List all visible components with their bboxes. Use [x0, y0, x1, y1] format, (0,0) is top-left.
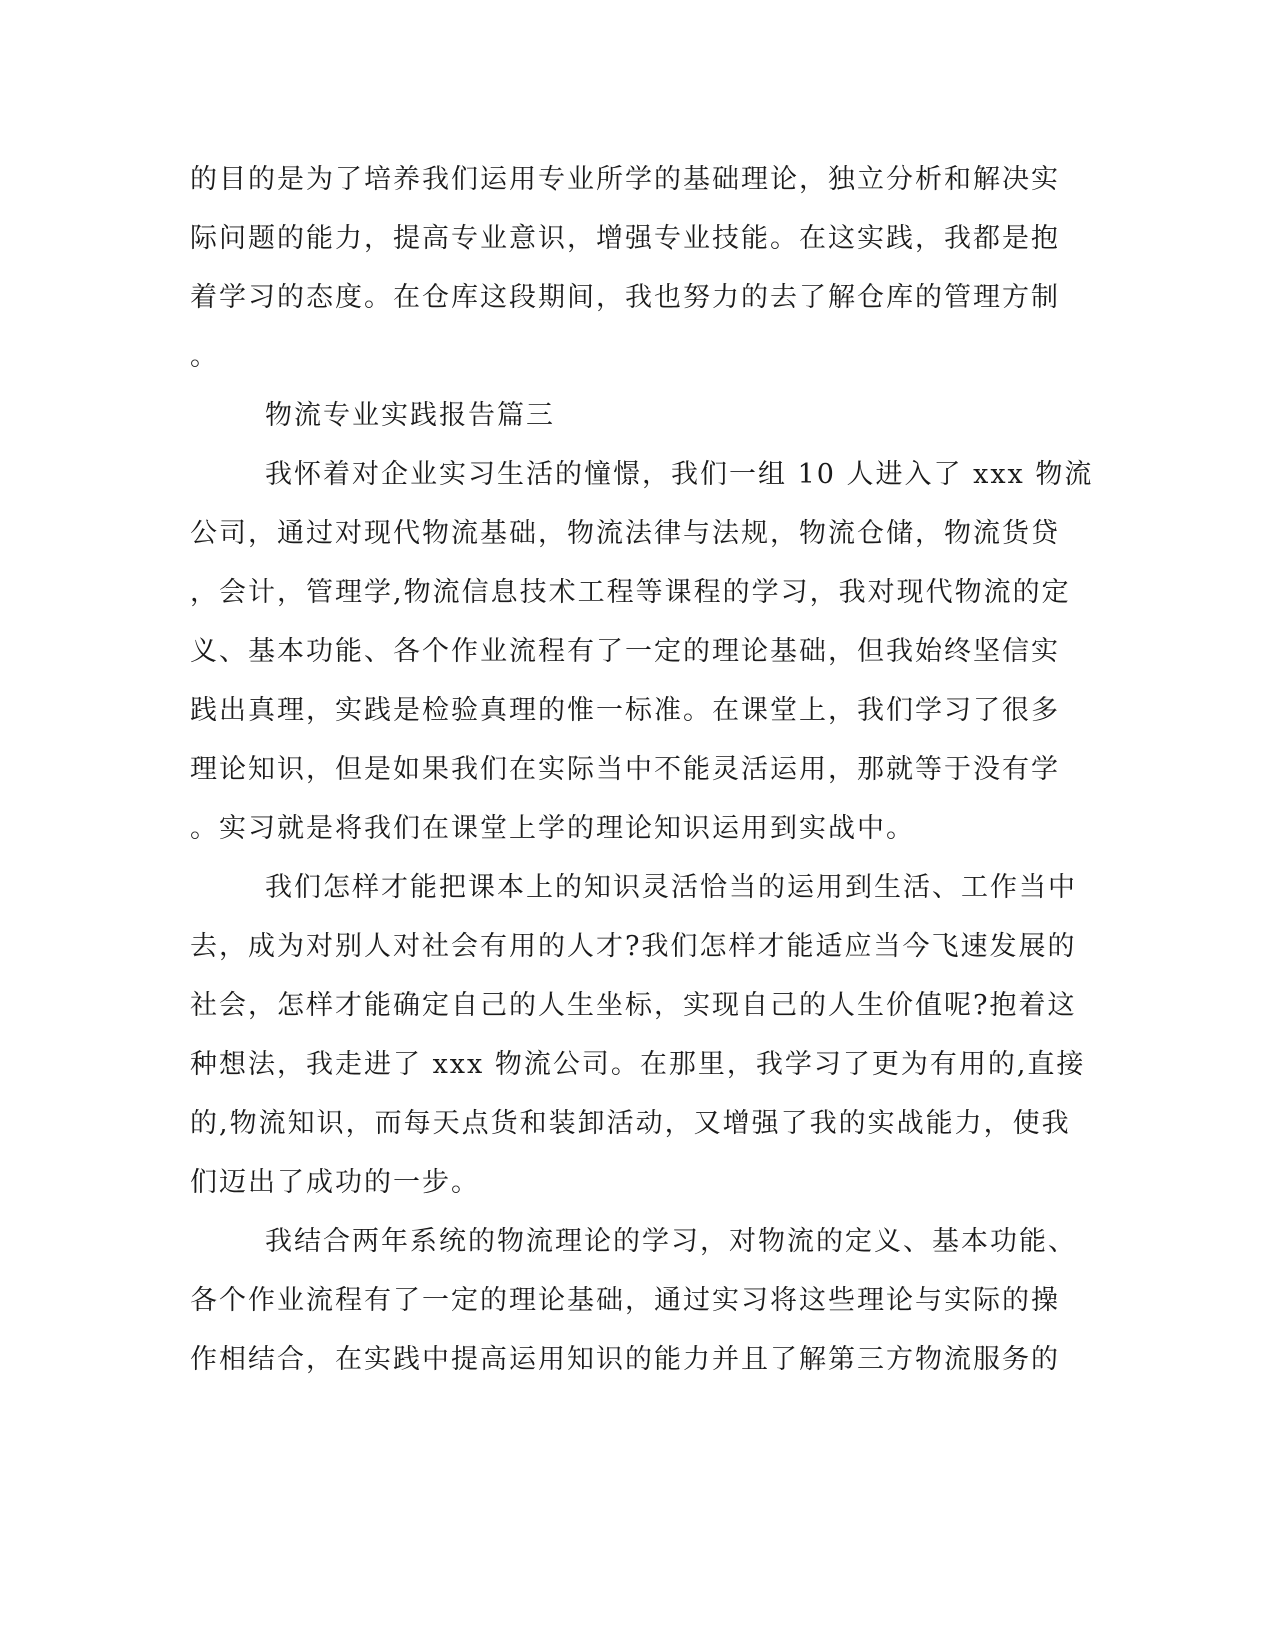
text-line: ，会计，管理学,物流信息技术工程等课程的学习，我对现代物流的定 — [190, 577, 1071, 608]
text-line: 我们怎样才能把课本上的知识灵活恰当的运用到生活、工作当中 — [265, 872, 1077, 903]
text-line: 际问题的能力，提高专业意识，增强专业技能。在这实践，我都是抱 — [190, 223, 1060, 254]
text-line: 种想法，我走进了 xxx 物流公司。在那里，我学习了更为有用的,直接 — [190, 1049, 1086, 1080]
text-line: 社会，怎样才能确定自己的人生坐标，实现自己的人生价值呢?抱着这 — [190, 990, 1077, 1021]
text-line: 去，成为对别人对社会有用的人才?我们怎样才能适应当今飞速发展的 — [190, 931, 1077, 962]
section-heading: 物流专业实践报告篇三 — [265, 400, 555, 431]
text-line: 着学习的态度。在仓库这段期间，我也努力的去了解仓库的管理方制 — [190, 282, 1060, 313]
text-line: 践出真理，实践是检验真理的惟一标准。在课堂上，我们学习了很多 — [190, 695, 1060, 726]
text-line: 。 — [190, 341, 219, 372]
text-line: 的,物流知识，而每天点货和装卸活动，又增强了我的实战能力，使我 — [190, 1108, 1071, 1139]
text-line: 的目的是为了培养我们运用专业所学的基础理论，独立分析和解决实 — [190, 164, 1060, 195]
text-line: 理论知识，但是如果我们在实际当中不能灵活运用，那就等于没有学 — [190, 754, 1060, 785]
text-line: 们迈出了成功的一步。 — [190, 1167, 480, 1198]
text-line: 作相结合，在实践中提高运用知识的能力并且了解第三方物流服务的 — [190, 1344, 1060, 1375]
text-line: 义、基本功能、各个作业流程有了一定的理论基础，但我始终坚信实 — [190, 636, 1060, 667]
text-line: 我怀着对企业实习生活的憧憬，我们一组 10 人进入了 xxx 物流 — [265, 459, 1094, 490]
text-line: 各个作业流程有了一定的理论基础，通过实习将这些理论与实际的操 — [190, 1285, 1060, 1316]
text-line: 公司，通过对现代物流基础，物流法律与法规，物流仓储，物流货贷 — [190, 518, 1060, 549]
text-line: 。实习就是将我们在课堂上学的理论知识运用到实战中。 — [190, 813, 915, 844]
text-line: 我结合两年系统的物流理论的学习，对物流的定义、基本功能、 — [265, 1226, 1077, 1257]
